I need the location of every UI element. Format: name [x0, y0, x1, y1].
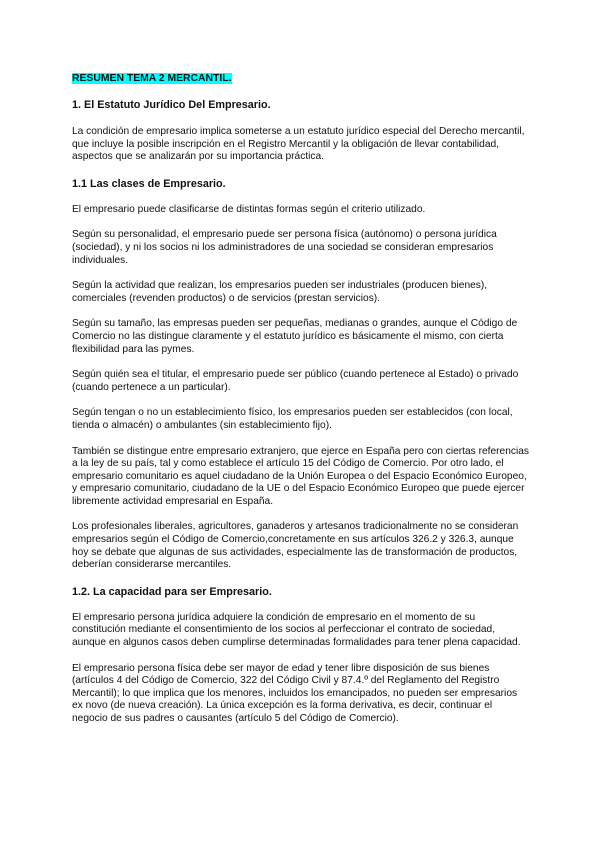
paragraph: El empresario puede clasificarse de distintas formas según el criterio utilizado. — [72, 203, 426, 215]
section-1-2-heading: 1.2. La capacidad para ser Empresario. — [72, 585, 272, 598]
section-1-heading: 1. El Estatuto Jurídico Del Empresario. — [72, 99, 271, 111]
document-title: RESUMEN TEMA 2 MERCANTIL. — [72, 73, 232, 84]
document-page — [72, 70, 530, 726]
paragraph: El empresario persona jurídica adquiere la condición de empresario en el momento de su constitución mediante el consentimiento de los socios al perfeccionar el contrato de sociedad, aunque en algunos casos deben cumplirse determinadas formalidades para tener plena capacidad. — [72, 611, 521, 649]
paragraph: Según su personalidad, el empresario puede ser persona física (autónomo) o persona jurídica (sociedad), y ni los socios ni los administradores de una sociedad se consideran empresarios individuales. — [72, 229, 497, 266]
paragraph: Según su tamaño, las empresas pueden ser pequeñas, medianas o grandes, aunque el Código de Comercio no las distingue claramente y el estatuto jurídico es básicamente el mismo, con cierta flexibilidad para las pymes. — [72, 318, 518, 355]
paragraph: El empresario persona física debe ser mayor de edad y tener libre disposición de sus bienes (artículos 4 del Código de Comercio, 322 del Código Civil y 87.4.º del Reglamento del Registro Mercantil); lo que implica que los menores, incluidos los emancipados, no pueden ser empresarios ex novo (de nueva creación). La única excepción es la forma derivativa, es decir, continuar el negocio de sus padres o causantes (artículo 5 del Código de Comercio). — [72, 662, 518, 724]
paragraph: Según quién sea el titular, el empresario puede ser público (cuando pertenece al Estado) o privado (cuando pertenece a un particular). — [72, 369, 519, 393]
title-line — [72, 70, 530, 83]
paragraph: También se distingue entre empresario extranjero, que ejerce en España pero con ciertas referencias a la ley de su país, tal y como establece el artículo 15 del Código de Comercio. Por otro lado, el empresario comunitario es aquel ciudadano de la Unión Europea o del Espacio Económico Europeo, y empresario comunitario, ciudadano de la UE o del Espacio Económico Europeo que puede ejercer libremente actividad empresarial en España. — [72, 445, 529, 507]
paragraph: Según tengan o no un establecimiento físico, los empresarios pueden ser establecidos (con local, tienda o almacén) o ambulantes (sin establecimiento fijo). — [72, 407, 513, 431]
paragraph: Según la actividad que realizan, los empresarios pueden ser industriales (producen bienes), comerciales (revenden productos) o de servicios (prestan servicios). — [72, 280, 488, 304]
section-1-intro: La condición de empresario implica someterse a un estatuto jurídico especial del Derecho mercantil, que incluye la posible inscripción en el Registro Mercantil y la obligación de llevar contabilidad, aspectos que se analizarán por su importancia práctica. — [72, 126, 525, 163]
section-1-1-heading: 1.1 Las clases de Empresario. — [72, 177, 226, 190]
paragraph: Los profesionales liberales, agricultores, ganaderos y artesanos tradicionalmente no se consideran empresarios según el Código de Comercio,concretamente en sus artículos 326.2 y 326.3, aunque hoy se debate que algunas de sus actividades, especialmente las de transformación de productos, deberían considerarse mercantiles. — [72, 521, 519, 571]
